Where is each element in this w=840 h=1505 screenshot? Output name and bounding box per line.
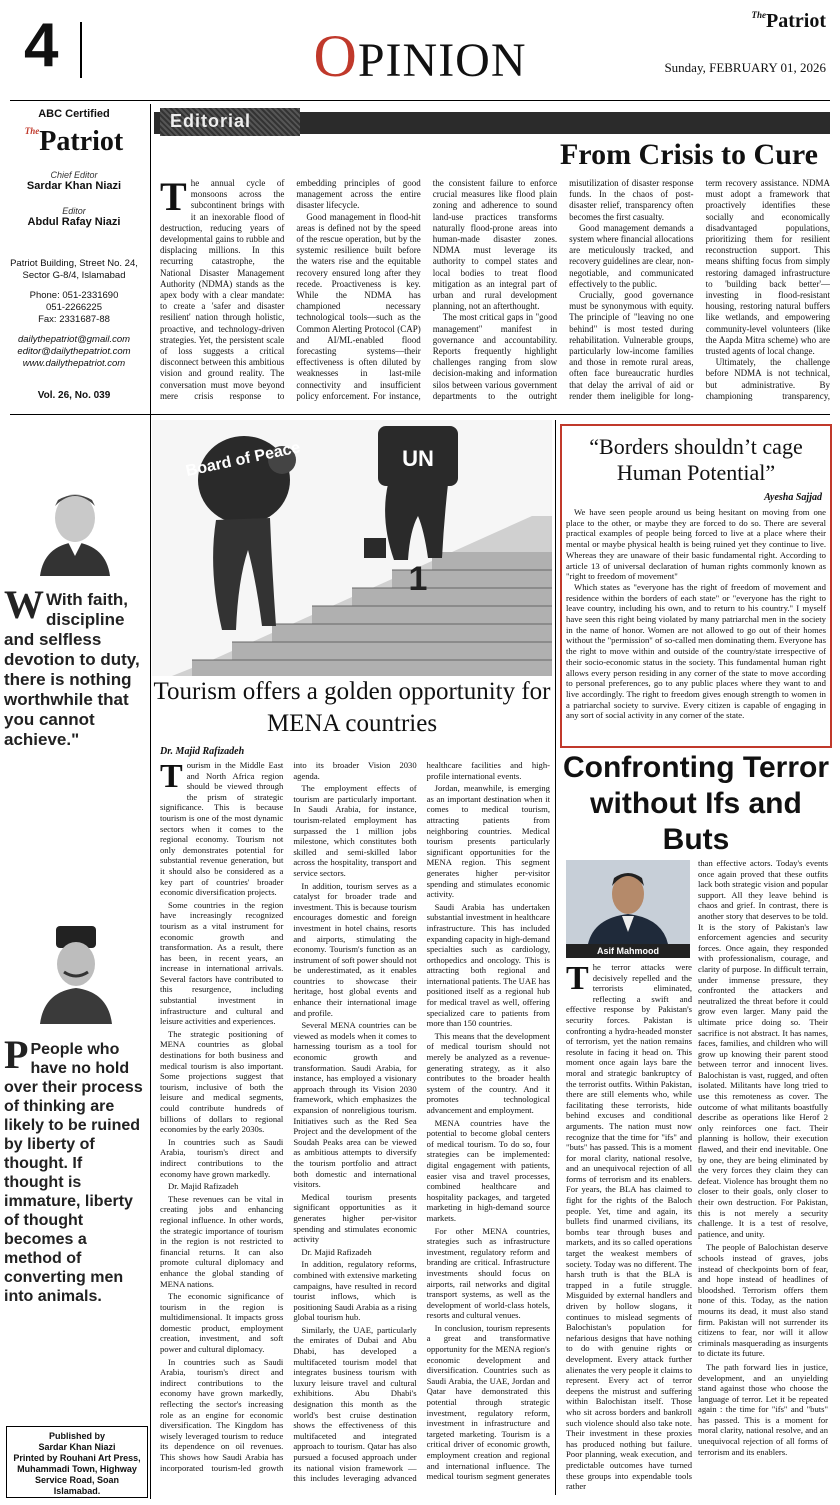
tourism-paragraph: The strategic positioning of MENA countries as global destinations for both business and medical tourism is also important. Some projections suggest that tourism, inclusive of both the leisure and medical segments, could contribute hundreds of billions of dollars to regional economies by the early 2030s. <box>160 1028 284 1135</box>
chief-editor-role: Chief Editor <box>50 170 98 180</box>
dateline <box>664 60 826 76</box>
borders-headline: “Borders shouldn’t cage Human Potential” <box>589 434 803 485</box>
tourism-paragraph: Some countries in the region have increasingly recognized tourism as a vital instrument for economic growth and transformation. As a result, there has been, in recent years, an increase in international arrivals. Several factors have contributed to this resurgence, including substantial investment in infrastructure and cultural and leisure activities and experiences. <box>160 899 284 1027</box>
day: Sunday, <box>664 60 706 75</box>
header-rule <box>10 100 830 101</box>
published-by-label: Published by <box>48 1431 105 1441</box>
masthead-prefix: The <box>24 126 40 136</box>
editorial-paragraph: Ultimately, the challenge before NDMA is not technical, but administrative. By championing transparency, <box>705 357 830 401</box>
author-name: Asif Mahmood <box>566 944 690 958</box>
tourism-paragraph: For other MENA countries, strategies such as infrastructure investment, regulatory reform and branding are critical. Infrastructure investments should focus on airports, rail networks and digital transport systems, as well as the development of world-class hotels, resorts and cultural venues. <box>426 1225 550 1321</box>
tourism-paragraph-text: ourism in the Middle East and North Africa region should be viewed through the prism of strategic significance. This is because tourism is one of the most dynamic sectors when it comes to the regional economy. Tourism not only demonstrates potential for substantial revenue generation, but it should also be considered as a key part of countries' broader economic diversification projects. <box>160 760 284 898</box>
tourism-paragraph: The employment effects of tourism are particularly important. In Saudi Arabia, for instance, tourism-related employment has surpassed the 1 million jobs milestone, which constitutes both skilled and semi-skilled labor across the hospitality, transport and service sectors. <box>293 783 417 878</box>
phone-2: 051-2266225 <box>46 302 102 313</box>
masthead-name: Patriot <box>39 126 124 157</box>
phone: Phone: 051-2331690 <box>29 290 119 301</box>
tourism-dropcap: T <box>160 760 183 795</box>
website-link[interactable]: www.dailythepatriot.com <box>22 358 126 369</box>
section-title-initial: O <box>313 23 358 89</box>
iqbal-quote-text: People who have no hold over their process of thinking are likely to be ruined by liberty of thought. If thought is immature, liberty of thought becomes a method of converting men into animals. <box>4 1041 143 1305</box>
confronting-headline: Confronting Terror without Ifs and Buts <box>562 751 830 856</box>
section-title <box>0 23 840 89</box>
publisher-box <box>6 1426 148 1498</box>
iqbal-portrait-image <box>30 920 122 1024</box>
cartoon-image <box>152 420 552 676</box>
borders-paragraph: We have seen people around us being hesitant on moving from one place to the other, or maybe they are forced to do so. There are several practical examples of people being forced to live at a place where their mental or maybe physical health is being ruined yet they continue to live. Whereas they are unaware of their basic fundamental right. According to article 13 of universal declaration of human rights commonly known as "right to freedom of movement" <box>566 507 826 582</box>
publisher-name: Sardar Khan Niazi <box>38 1442 116 1452</box>
abc-certified: ABC Certified <box>38 108 110 120</box>
founder-portrait-image <box>30 480 120 576</box>
quote-mark: W <box>4 582 44 627</box>
volume-number: Vol. 26, No. 039 <box>37 390 111 401</box>
confronting-paragraph: The people of Balochistan deserve schools instead of graves, jobs instead of checkpoints born of fear, and hope instead of headlines of bloodshed. Terrorism offers them none of this. Today, as the nation mourns its dead, it must also stand firm. Pakistan will not surrender its citizens to fear, nor will it allow criminals masquerading as insurgents to dictate its future. <box>698 1242 828 1359</box>
iqbal-portrait <box>30 920 122 1024</box>
tourism-paragraph: Saudi Arabia has undertaken substantial investment in healthcare infrastructure. This has included expanding capacity in high-demand specialties such as cardiology, orthopedics and oncology. This is attracting both regional and international patients. The UAE has positioned itself as a regional hub for medical travel as well, offering specialized care to patients from more than 150 countries. <box>426 901 550 1029</box>
editorial-label: Editorial <box>160 108 300 136</box>
borders-article <box>560 424 832 748</box>
sidebar-rule <box>150 104 151 1499</box>
tourism-byline: Dr. Majid Rafizadeh <box>160 746 245 757</box>
tourism-paragraph: In addition, regulatory reforms, combined with extensive marketing campaigns, have resulted in record tourist inflows, which is positioning Saudi Arabia as a rising global tourism hub. <box>293 1259 417 1323</box>
founder-quote <box>4 582 144 750</box>
editor-name: Abdul Rafay Niazi <box>27 216 121 228</box>
cartoon-label-right: UN <box>402 446 434 471</box>
confronting-paragraph: than effective actors. Today's events once again proved that these outfits lack both strategic vision and popular support. All they leave behind is chaos and grief. In contrast, there is another story that deserves to be told. It is the story of Pakistan's law enforcement agencies and security forces. Once again, they responded with professionalism, courage, and clarity of purpose. In difficult terrain, under immense pressure, they confronted the attackers and neutralized the threat before it could grow even larger. Many paid the ultimate price doing so. Their sacrifice is not abstract. It has names, faces, families, and children who will grow up knowing their parent stood between terror and innocent lives. Balochistan is vast, rugged, and often isolated. Militants have long tried to use this remoteness as cover. The outcome of what militants boastfully describe as operations like Herof 2 only reinforces one fact. Their planning is hollow, their execution flawed, and their end inevitable. One by one, they are being eliminated by the very forces they claim they can defeat. Violence has brought them no closer to their goals, only closer to their own destruction. For Pakistan, this is not merely a security challenge. It is a test of resolve, patience, and unity. <box>698 858 828 1239</box>
brand-prefix: The <box>751 10 767 20</box>
editorial-cartoon <box>152 420 552 676</box>
tourism-paragraph: Medical tourism presents significant opportunities as it generates higher per-visitor spending and stimulates economic activity <box>293 1191 417 1245</box>
tourism-paragraph: Several MENA countries can be viewed as models when it comes to harnessing tourism as a tool for economic growth and transformation. Saudi Arabia, for instance, has employed a visionary approach through its Vision 2030 framework, which emphasizes the expansion of nonreligious tourism. Initiatives such as the Red Sea Project and the development of the Soudah Peaks area can be viewed as ambitious attempts to diversify the tourism portfolio and attract both domestic and international visitors. <box>293 1020 417 1190</box>
confronting-column-1 <box>566 962 692 1492</box>
tourism-headline: Tourism offers a golden opportunity for MENA countries <box>153 678 551 737</box>
editorial-paragraph-text: he annual cycle of monsoons across the subcontinent brings with it an inexorable flood of destruction, reducing years of developmental gains to rubble and displacing millions. In this recurring catastrophe, the National Disaster Management Authority (NDMA) stands as the apex body with a clear mandate: to create a 'safer and disaster resilient' nation through holistic, proactive, and technology-driven strategies. Yet, the persistent scale of loss suggests a critical disconnect between this ambitious vision and ground reality. The conversation must move beyond mere crisis response to embedding principles of good management across the entire disaster lifecycle. <box>160 178 421 401</box>
tourism-body <box>160 760 550 1490</box>
email-1[interactable]: dailythepatriot@gmail.com <box>17 334 131 345</box>
cartoon-label-left: Board of Peace <box>184 439 302 481</box>
quote-mark: P <box>4 1032 29 1077</box>
founder-portrait <box>30 480 120 576</box>
tourism-paragraph: Similarly, the UAE, particularly the emirates of Dubai and Abu Dhabi, has developed a multifaceted tourism model that integrates business tourism with luxury leisure travel and cultural exhibitions. Abu Dhabi's designation this month as the world's best cruise destination shows the effectiveness of this multifaceted and integrated approach to tourism. Qatar has also pursued a focused approach under its national vision framework — this includes leveraging advanced healthcare facilities and high-profile international events. <box>293 760 550 1484</box>
editorial-dropcap: T <box>160 178 187 219</box>
editorial-paragraph: Crucially, good governance must be synonymous with equity. The principle of "leaving no one behind" is most tested during rehabilitation. Vulnerable groups, particularly low-income families and those in remote rural areas, often face bureaucratic hurdles that delay the arrival of aid or render them ineligible for long-term recovery assistance. NDMA must adopt a framework that proactively identifies these socially and economically disadvantaged populations, prioritizing them for resilient reconstruction support. This means shifting focus from simply restoring damaged infrastructure to 'building back better'—investing in flood-resistant housing, restoring natural buffers like wetlands, and empowering community-level volunteers (like the Aapda Mitra scheme) who are trusted agents of local change. <box>569 178 830 401</box>
tourism-paragraph: In conclusion, tourism represents a great and transformative opportunity for the MENA region's economic development and diversification. Countries such as Saudi Arabia, the UAE, Jordan and Qatar have demonstrated this potential through strategic investment, regulatory reform, investment in infrastructure and targeted marketing. Tourism is a critical driver of economic growth, employment creation and regional and international influence. The medical tourism segment generates <box>426 1322 550 1482</box>
tourism-paragraph: In addition, tourism serves as a catalyst for broader trade and investment. This is because tourism encourages domestic and foreign investment in hotel chains, resorts and airports, stimulating the economy. Tourism's function as an instrument of soft power should not be underestimated, as it enables countries to showcase their heritage, host global events and enhance their international image and profile. <box>293 880 417 1018</box>
right-column-rule <box>555 420 556 1495</box>
editorial-headline: From Crisis to Cure <box>559 138 818 171</box>
author-photo <box>566 860 690 944</box>
email-2[interactable]: editor@dailythepatriot.com <box>17 346 131 357</box>
tourism-paragraph: Jordan, meanwhile, is emerging as an important destination when it comes to medical tourism, attracting patients from neighboring countries. Medical tourism presents particularly significant opportunities for the MENA region. This segment generates higher per-visitor spending and stimulates economic activity. <box>426 783 550 900</box>
page-number: 4 <box>24 11 59 80</box>
editor-role: Editor <box>62 206 86 216</box>
tourism-paragraph: These revenues can be vital in creating jobs and enhancing regional influence. In other words, the strategic importance of tourism in the region is not restricted to financial returns. It can also promote cultural diplomacy and enhance the global standing of MENA nations. <box>160 1193 284 1289</box>
printer-info: Printed by Rouhani Art Press, Muhammadi Town, Highway Service Road, Soan Islamabad. <box>13 1453 141 1496</box>
confronting-dropcap: T <box>566 962 589 997</box>
borders-author: Ayesha Sajjad <box>764 492 822 503</box>
fax: Fax: 2331687-88 <box>38 314 110 325</box>
editorial-body <box>160 178 830 408</box>
borders-paragraph: Which states as "everyone has the right of freedom of movement and residence within the borders of each state" or "everyone has the right to leave country, including his own, and to return to his country." I myself have seen this right being violated by many patriarchal men in the society in the name of honor. Women are not allowed to go out of their homes without the "permission" of so-called men dominating them. Everyone has the right to move within and outside of the country/state irrespective of their socio-economic status in the society. This fundamental human right allows every person residing in any corner of the state to move according to personal preferences, go to any public places where they want to and live accordingly. The right to freedom gives enough strength to women in a patriarchal society to survive. Every citizen is capable of engaging in any sort of social activity in any corner of the state. <box>566 581 826 721</box>
tourism-paragraph: This means that the development of medical tourism should not merely be analyzed as a revenue-generating strategy, as it also contributes to the broader health system of the country. And it promotes technological advancement and employment. <box>426 1030 550 1115</box>
author-photo-image <box>566 860 690 944</box>
tourism-paragraph: In countries such as Saudi Arabia, tourism's direct and indirect contributions to the economy have grown markedly. <box>160 1136 284 1179</box>
tourism-paragraph: The economic significance of tourism in the region is multidimensional. It impacts gross domestic product, employment creation, investment, and soft power and cultural diplomacy. <box>160 1291 284 1355</box>
brand-name: Patriot <box>766 10 826 32</box>
office-address: Patriot Building, Street No. 24, Sector G-8/4, Islamabad <box>10 258 138 281</box>
founder-quote-text: With faith, discipline and selfless devotion to duty, there is nothing worthwhile that you cannot achieve." <box>4 590 140 749</box>
confronting-paragraph: The path forward lies in justice, development, and an unyielding stand against those who choose the language of terror. Let it be repeated again : the time for "ifs" and "buts" has passed. This is a moment for moral clarity, national resolve, and an unequivocal rejection of all forms of terrorism and its enablers. <box>698 1361 828 1457</box>
editorial-paragraph: The most critical gaps in "good management" manifest in governance and accountability. Reports frequently highlight challenges ranging from slow decision-making and information silos between various government departments to the outright misutilization of disaster response funds. In the chaos of post-disaster relief, transparency often becomes the first casualty. <box>432 178 694 401</box>
sidebar <box>0 104 148 401</box>
chief-editor-name: Sardar Khan Niazi <box>26 180 122 192</box>
sidebar-masthead <box>0 126 148 158</box>
tourism-paragraph <box>160 760 283 898</box>
brand-logo <box>752 10 826 33</box>
tourism-paragraph: Dr. Majid Rafizadeh <box>301 1246 372 1257</box>
confronting-column-2 <box>698 858 828 1494</box>
tourism-paragraph: Dr. Majid Rafizadeh <box>168 1181 239 1192</box>
iqbal-quote <box>4 1032 144 1306</box>
confronting-column-1-text: he terror attacks were decisively repelled and the terrorists eliminated, reflecting a swift and effective response by Pakistan's security forces. Pakistan is confronting a hydra-headed monster of terrorism, yet the nation remains resolute in facing it head on. This moment once again lays bare the moral and strategic bankruptcy of the terrorist outfits. Within Pakistan, there are still elements who, while facilitating these terrorists, hide behind excuses and conditional arguments. The nation must now recognize that the time for "ifs" and "buts" has passed. This is a moment for moral clarity, national resolve, and an unequivocal rejection of all forms of terrorism and its enablers. For years, the BLA has claimed to fight for the rights of the Baloch people. Yet, time and again, its bullets find unarmed civilians, its bombs tear through buses and markets, and its so called operations target the weakest members of society. Today was no different. The harsh truth is that the BLA is trapped in a futile struggle. Misguided by external handlers and driven by hollow slogans, it continues to mislead segments of Balochistan's population for nefarious designs that have nothing to do with genuine rights or development. Every attack further alienates the very people it claims to represent. Every act of terror deepens the mistrust and suffering within Balochistan itself. Those who sit across borders and bankroll such violence should also take note. Their investment in these proxies has produced nothing but failure. Poor planning, weak execution, and predictable outcomes have turned these groups into expendable tools rather <box>566 962 692 1492</box>
date: FEBRUARY 01, 2026 <box>709 60 826 75</box>
mid-rule <box>10 414 830 415</box>
editorial-paragraph: Good management demands a system where financial allocations are meticulously tracked, and recovery guidelines are clear, non-negotiable, and communicated effectively to the public. <box>569 222 694 289</box>
tourism-paragraph: MENA countries have the potential to become global centers of medical tourism. To do so, four strategies can be implemented: digital engagement with patients, easier visa and travel processes, combined healthcare and hospitality packages, and targeted marketing in high-demand source markets. <box>426 1117 550 1223</box>
editorial-paragraph: Good management in flood-hit areas is defined not by the speed of the rescue operation, but by the systemic resilience built before the waters rise and the equitable recovery ensured long after they recede. Proactiveness is key. While the NDMA has championed necessary technological tools—such as the Common Alerting Protocol (CAP) and AI/ML-enabled flood forecasting systems—their effectiveness is often diluted by weaknesses in last-mile connectivity and insufficient policy enforcement. For instance, the consistent failure to enforce crucial measures like flood plain zoning and adherence to sound land-use practices transforms naturally flood-prone areas into human-made disaster zones. NDMA must leverage its authority to compel states and local bodies to treat flood mitigation as an integral part of urban and rural development planning, not an afterthought. <box>296 178 558 401</box>
cartoon-step-number: 1 <box>408 560 428 598</box>
section-title-rest: PINION <box>357 34 527 87</box>
tourism-paragraph: In countries such as Saudi Arabia, tourism's direct and indirect contributions to the economy have grown markedly, reflecting the sector's increasing role as an engine for economic diversification. The Kingdom has wisely leveraged tourism to reduce its dependence on oil revenues. This shows how Saudi Arabia has incorporated tourism-led growth into its broader Vision 2030 agenda. <box>160 760 417 1473</box>
